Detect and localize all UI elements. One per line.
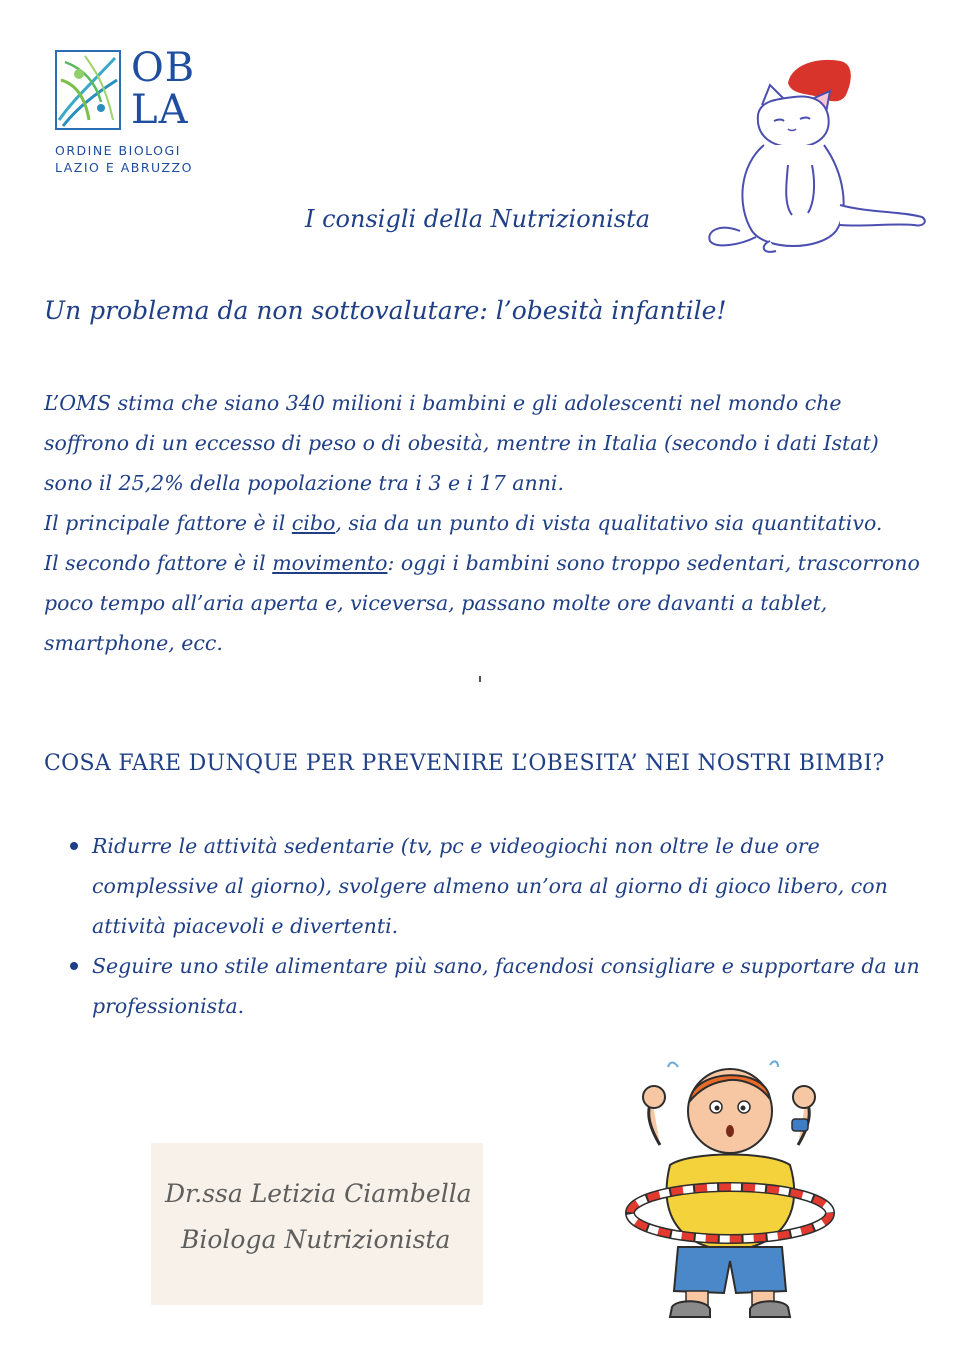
article-body bbox=[44, 383, 924, 663]
keyword-movimento: movimento bbox=[272, 551, 388, 575]
signature-name: Dr.ssa Letizia Ciambella bbox=[165, 1179, 472, 1208]
paragraph-movement-factor-text: Il secondo fattore è il bbox=[44, 551, 273, 575]
tips-list bbox=[70, 826, 930, 1026]
paragraph-food-factor-text: Il principale fattore è il bbox=[44, 511, 292, 535]
paragraph-food-factor-text-end: , sia da un punto di vista qualitativo sia quantitativo. bbox=[335, 511, 883, 535]
prevention-heading: COSA FARE DUNQUE PER PREVENIRE L’OBESITA’ NEI NOSTRI BIMBI? bbox=[44, 751, 885, 776]
tip-text: Seguire uno stile alimentare più sano, facendosi consigliare e supportare da un professionista. bbox=[92, 954, 920, 1018]
cat-with-red-hat-illustration bbox=[700, 55, 930, 255]
logo-subtitle-line2: LAZIO E ABRUZZO bbox=[55, 160, 193, 175]
paragraph-movement-factor bbox=[44, 543, 924, 663]
page-title: I consigli della Nutrizionista bbox=[305, 205, 651, 233]
logo-text-la: LA bbox=[131, 87, 189, 133]
list-item bbox=[70, 946, 930, 1026]
logo-text-ob: OB bbox=[131, 45, 196, 91]
stray-mark bbox=[479, 676, 481, 682]
paragraph-statistics: L’OMS stima che siano 340 milioni i bambini e gli adolescenti nel mondo che soffrono di un eccesso di peso o di obesità, mentre in Italia (secondo i dati Istat) sono il 25,2% della popolazione tra i 3 e i 17 anni. bbox=[44, 391, 879, 495]
signature-title: Biologa Nutrizionista bbox=[181, 1225, 451, 1254]
paragraph-food-factor bbox=[44, 503, 924, 543]
signature-card bbox=[151, 1143, 483, 1305]
article-heading: Un problema da non sottovalutare: l’obesità infantile! bbox=[44, 296, 727, 325]
tip-text: Ridurre le attività sedentarie (tv, pc e videogiochi non oltre le due ore complessive al giorno), svolgere almeno un’ora al giorno di gioco libero, con attività piacevoli e divertenti. bbox=[92, 834, 888, 938]
keyword-cibo: cibo bbox=[291, 511, 336, 535]
organization-logo bbox=[55, 45, 215, 180]
list-item bbox=[70, 826, 930, 946]
paragraph-movement-factor-text-end: : oggi i bambini sono troppo sedentari, trascorrono poco tempo all’aria aperta e, viceversa, passano molte ore davanti a tablet, smartphone, ecc. bbox=[44, 551, 920, 655]
bullet-icon bbox=[70, 842, 78, 850]
bullet-icon bbox=[70, 962, 78, 970]
obla-logo-icon bbox=[55, 50, 121, 130]
child-with-hula-hoop-illustration bbox=[620, 1055, 840, 1325]
logo-subtitle-line1: ORDINE BIOLOGI bbox=[55, 143, 181, 158]
